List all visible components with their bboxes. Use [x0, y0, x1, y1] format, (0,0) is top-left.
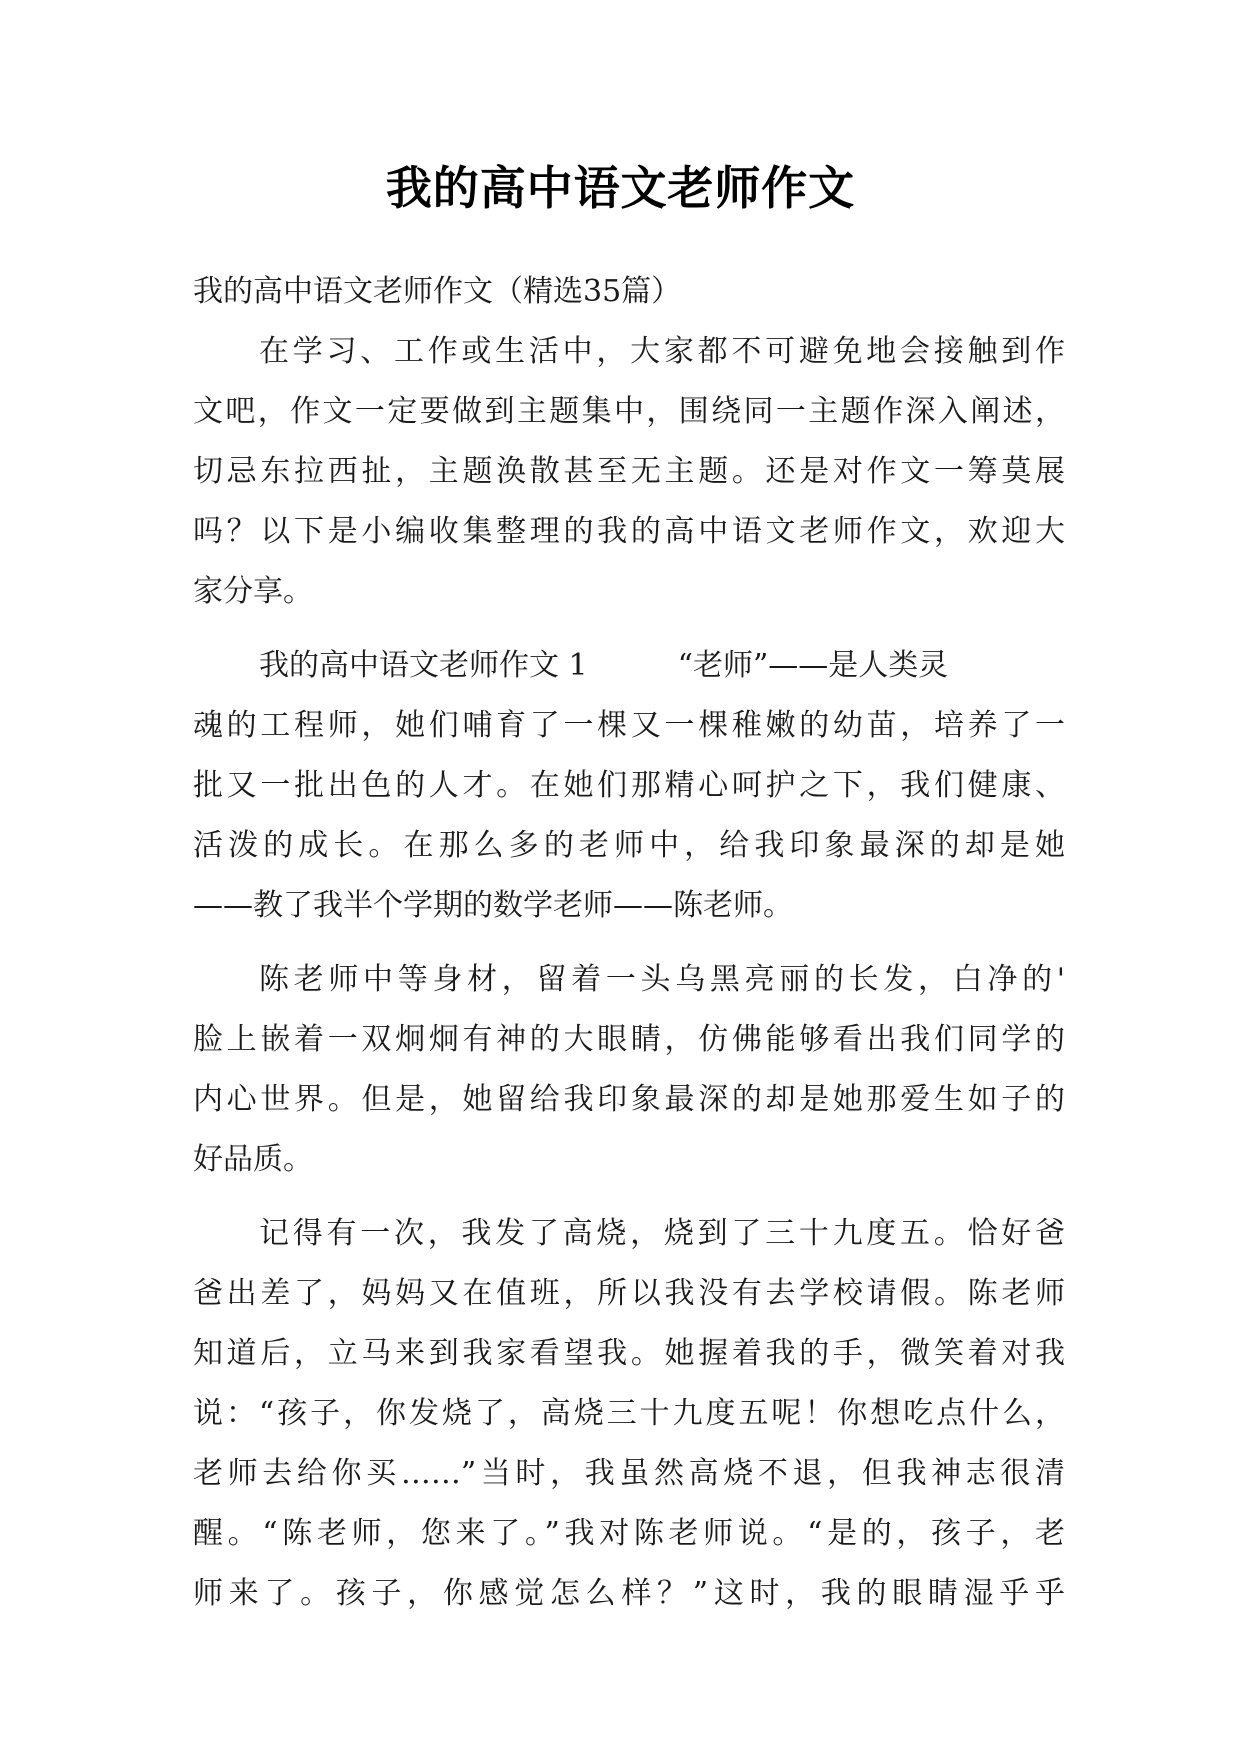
paragraph	[193, 322, 1065, 622]
document-title: 我的高中语文老师作文	[385, 161, 856, 215]
text-line: 切忌东拉西扯，主题涣散甚至无主题。还是对作文一筹莫展	[193, 454, 1065, 489]
text-line: 在学习、工作或生活中，大家都不可避免地会接触到作	[259, 334, 1065, 369]
text-line: 知道后，立马来到我家看望我。她握着我的手，微笑着对我	[193, 1336, 1065, 1371]
text-line: ——教了我半个学期的数学老师——陈老师。	[193, 888, 793, 923]
text-line: 魂的工程师，她们哺育了一棵又一棵稚嫩的幼苗，培养了一	[193, 708, 1065, 743]
text-line: 记得有一次，我发了高烧，烧到了三十九度五。恰好爸	[259, 1216, 1065, 1251]
text-line: 吗？以下是小编收集整理的我的高中语文老师作文，欢迎大	[193, 514, 1065, 549]
paragraph	[193, 636, 1065, 936]
text-line: 脸上嵌着一双炯炯有神的大眼睛，仿佛能够看出我们同学的	[193, 1022, 1065, 1057]
paragraph	[193, 950, 1065, 1190]
text-line: 老师去给你买……”当时，我虽然高烧不退，但我神志很清	[193, 1456, 1065, 1491]
text-line: 内心世界。但是，她留给我印象最深的却是她那爱生如子的	[193, 1082, 1065, 1117]
text-line: 陈老师中等身材，留着一头乌黑亮丽的长发，白净的'	[259, 962, 1065, 997]
text-line: 醒。“陈老师，您来了。”我对陈老师说。“是的，孩子，老	[193, 1516, 1065, 1551]
paragraph	[193, 1204, 1065, 1624]
text-line: 家分享。	[193, 574, 313, 609]
text-line	[193, 636, 1065, 696]
document-subtitle: 我的高中语文老师作文（精选35篇）	[193, 274, 682, 309]
text-line: 活泼的成长。在那么多的老师中，给我印象最深的却是她	[193, 828, 1065, 863]
text-line: 文吧，作文一定要做到主题集中，围绕同一主题作深入阐述，	[193, 394, 1065, 429]
text-line: 爸出差了，妈妈又在值班，所以我没有去学校请假。陈老师	[193, 1276, 1065, 1311]
text-line: 师来了。孩子，你感觉怎么样？”这时，我的眼睛湿乎乎	[193, 1576, 1065, 1611]
section-heading: 我的高中语文老师作文 1	[259, 648, 588, 683]
text-line: 批又一批出色的人才。在她们那精心呵护之下，我们健康、	[193, 768, 1065, 803]
document-body	[193, 262, 1065, 1624]
text-line: 好品质。	[193, 1142, 313, 1177]
text-fragment: “老师”——是人类灵	[677, 648, 949, 683]
text-line: 说：“孩子，你发烧了，高烧三十九度五呢！你想吃点什么，	[193, 1396, 1065, 1431]
